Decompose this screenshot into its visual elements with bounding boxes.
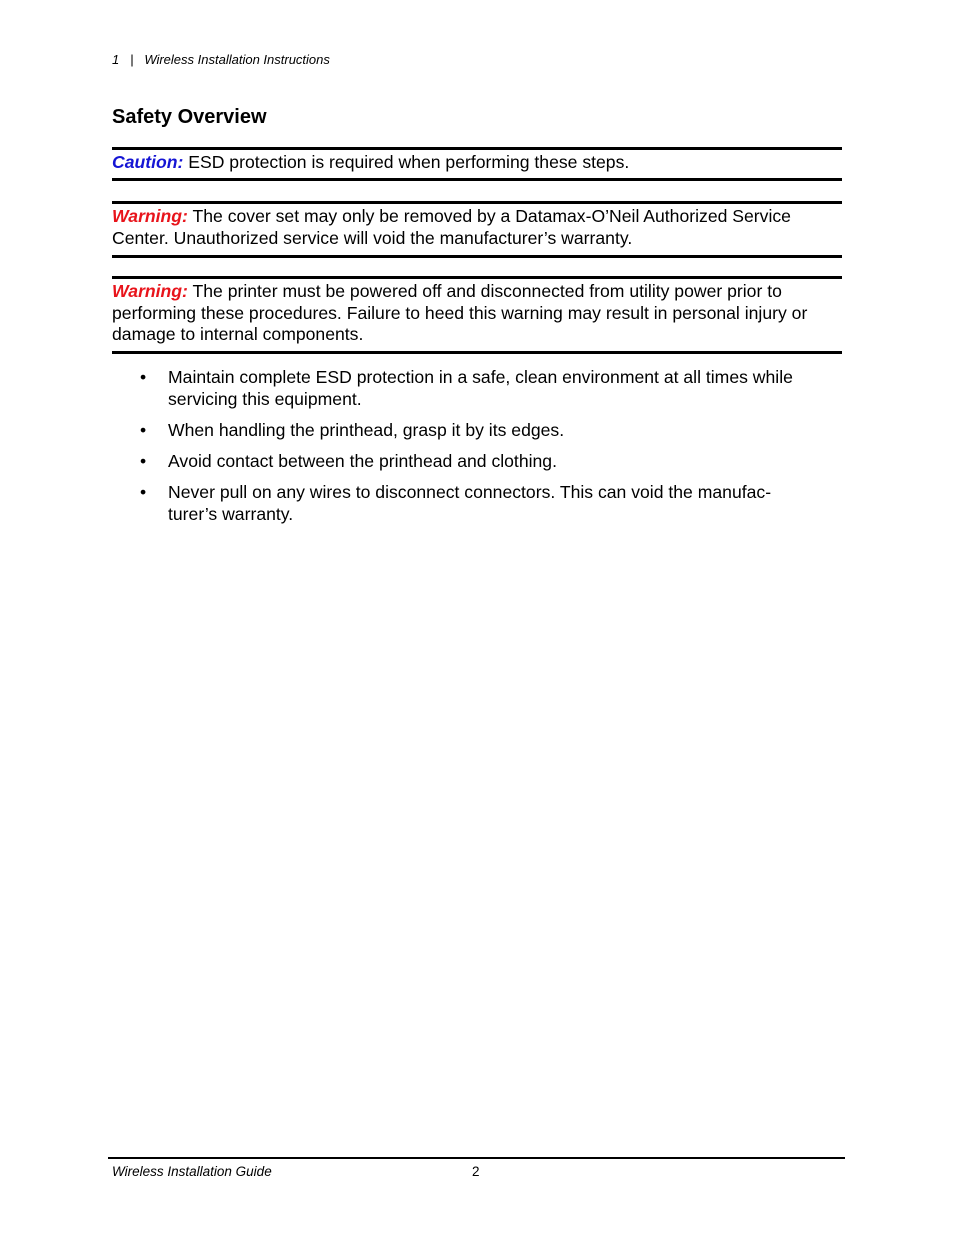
list-item-text: Avoid contact between the printhead and clothing.: [168, 451, 557, 471]
list-item: [112, 450, 842, 472]
chapter-number: 1: [112, 52, 120, 67]
list-item: [112, 481, 842, 525]
list-item-text: Never pull on any wires to disconnect connectors. This can void the manufac- turer’s warranty.: [168, 482, 772, 524]
warning-notice-cover: [112, 201, 842, 258]
warning-keyword: Warning:: [112, 281, 188, 301]
bullet-icon: •: [140, 420, 147, 440]
list-item-text: Maintain complete ESD protection in a safe, clean environment at all times while servicing this equipment.: [168, 367, 793, 409]
running-header: [112, 52, 330, 67]
caution-notice: [112, 147, 842, 181]
section-title: Safety Overview: [112, 106, 267, 128]
footer-rule: [108, 1157, 845, 1159]
caution-text: ESD protection is required when performing these steps.: [188, 152, 630, 172]
warning-keyword: Warning:: [112, 206, 188, 226]
list-item-text: When handling the printhead, grasp it by its edges.: [168, 420, 565, 440]
list-item: [112, 419, 842, 441]
page-number: 2: [472, 1164, 480, 1179]
bullet-icon: •: [140, 367, 147, 387]
warning-text: The cover set may only be removed by a Datamax-O’Neil Authorized Service Center. Unauthorized service will void the manufacturer’s warranty.: [112, 206, 791, 248]
bullet-icon: •: [140, 482, 147, 502]
warning-text: The printer must be powered off and disconnected from utility power prior to performing these procedures. Failure to heed this warning may result in personal injury or damage to internal components.: [112, 281, 808, 344]
caution-keyword: Caution:: [112, 152, 184, 172]
safety-bullet-list: [112, 366, 842, 534]
header-separator: |: [130, 52, 134, 67]
warning-notice-power: [112, 276, 842, 354]
bullet-icon: •: [140, 451, 147, 471]
chapter-title: Wireless Installation Instructions: [144, 52, 330, 67]
list-item: [112, 366, 842, 410]
footer-title: Wireless Installation Guide: [112, 1164, 272, 1179]
